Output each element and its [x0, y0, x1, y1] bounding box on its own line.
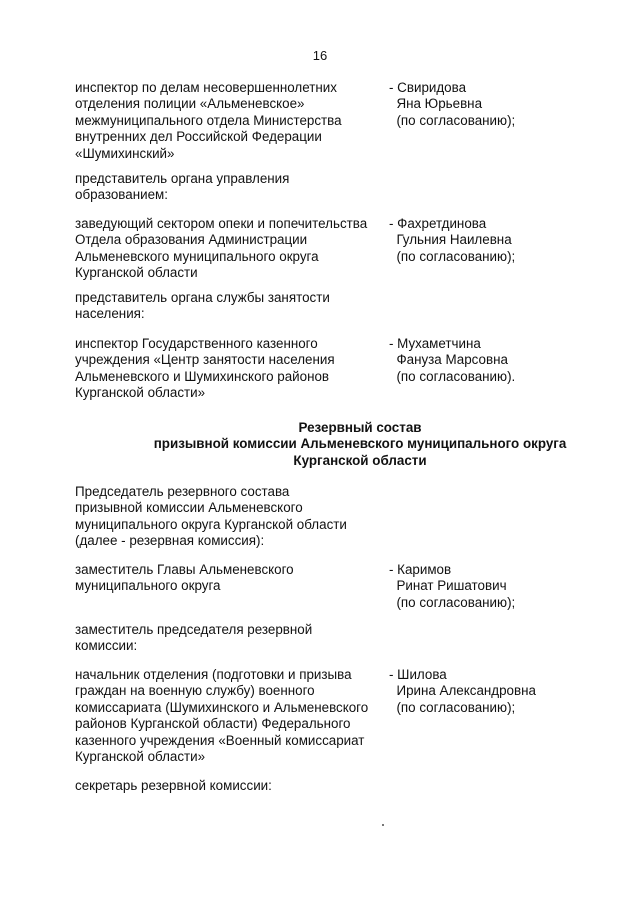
- entry-left-5: инспектор Государственного казенного учреждения «Центр занятости населения Альменевского и Шумихинского районов Курганской области»: [75, 336, 335, 401]
- entry-left-2: представитель органа управления образованием:: [75, 171, 290, 203]
- reserve-entry-left-4: начальник отделения (подготовки и призыва граждан на военную службу) военного комиссариата (Шумихинского и Альменевского районов Курганской области) Федерального казенного учреждения «Военный комиссариат Курганской области»: [75, 667, 369, 765]
- entry-left-1: инспектор по делам несовершеннолетних отделения полиции «Альменевское» межмуниципального отдела Министерства внутренних дел Российской Федерации «Шумихинский»: [75, 80, 342, 161]
- reserve-entry-right-4: - Шилова Ирина Александровна (по согласованию);: [389, 667, 536, 715]
- reserve-entry-left-1: Председатель резервного состава призывной комиссии Альменевского муниципального округа Курганской области (далее - резервная комиссия):: [75, 484, 347, 549]
- entry-right-1: - Свиридова Яна Юрьевна (по согласованию);: [389, 80, 516, 128]
- reserve-entry-left-2: заместитель Главы Альменевского муниципального округа: [75, 562, 294, 594]
- scan-speck: [382, 824, 384, 826]
- entry-right-3: - Фахретдинова Гульния Наилевна (по согласованию);: [389, 216, 516, 264]
- entry-left-3: заведующий сектором опеки и попечительства Отдела образования Администрации Альменевского муниципального округа Курганской области: [75, 216, 368, 281]
- page-number: 16: [312, 48, 328, 63]
- entry-right-5: - Мухаметчина Фануза Марсовна (по согласованию).: [389, 336, 516, 384]
- reserve-entry-right-2: - Каримов Ринат Ришатович (по согласованию);: [389, 562, 516, 610]
- section-heading: Резервный состав призывной комиссии Альменевского муниципального округа Курганской области: [153, 420, 567, 468]
- entry-left-4: представитель органа службы занятости населения:: [75, 290, 330, 322]
- reserve-entry-left-5: секретарь резервной комиссии:: [75, 778, 272, 793]
- reserve-entry-left-3: заместитель председателя резервной комиссии:: [75, 622, 313, 654]
